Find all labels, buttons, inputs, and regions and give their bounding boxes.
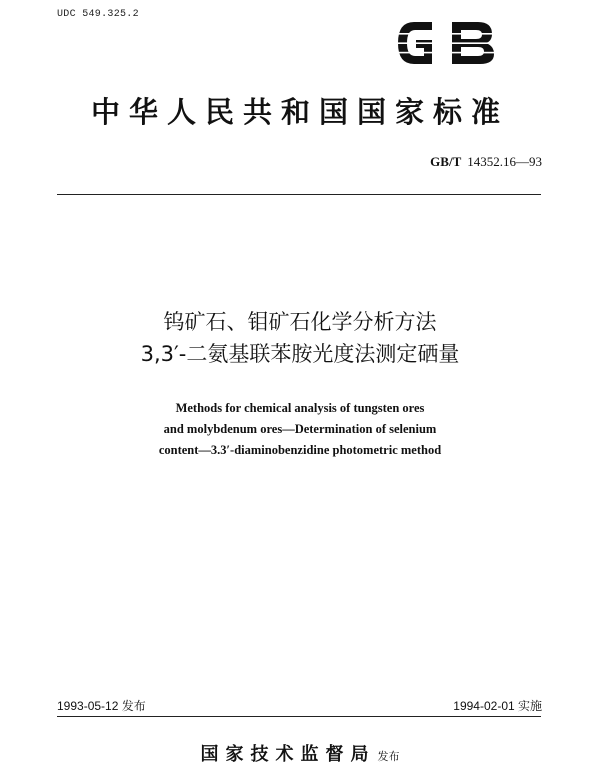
- gb-logo-icon: [392, 14, 510, 72]
- issuer-organization: 国家技术监督局: [200, 744, 376, 765]
- chinese-title-line-2: 3,3′-二氨基联苯胺光度法测定硒量: [140, 342, 460, 366]
- udc-number: UDC 549.325.2: [57, 9, 139, 20]
- standard-number: [430, 154, 542, 170]
- header-divider: [57, 194, 541, 195]
- chinese-title: [0, 306, 600, 370]
- english-title-line-1: Methods for chemical analysis of tungsten ores: [175, 401, 425, 415]
- standard-number-value: 14352.16—93: [467, 154, 542, 169]
- issuer-action: 发布: [377, 750, 400, 763]
- english-title: [0, 398, 600, 461]
- implementation-date: 1994-02-01 实施: [453, 699, 542, 713]
- english-title-line-2: and molybdenum ores—Determination of selenium: [163, 422, 437, 436]
- footer-divider: [57, 716, 541, 717]
- english-title-line-3: content—3.3′-diaminobenzidine photometric method: [158, 443, 442, 457]
- issuer-line: [0, 740, 600, 766]
- issue-date: 1993-05-12 发布: [57, 699, 146, 713]
- national-standard-title: 中华人民共和国国家标准: [90, 95, 509, 129]
- standard-code: GB/T: [430, 154, 462, 169]
- chinese-title-line-1: 钨矿石、钼矿石化学分析方法: [163, 310, 437, 334]
